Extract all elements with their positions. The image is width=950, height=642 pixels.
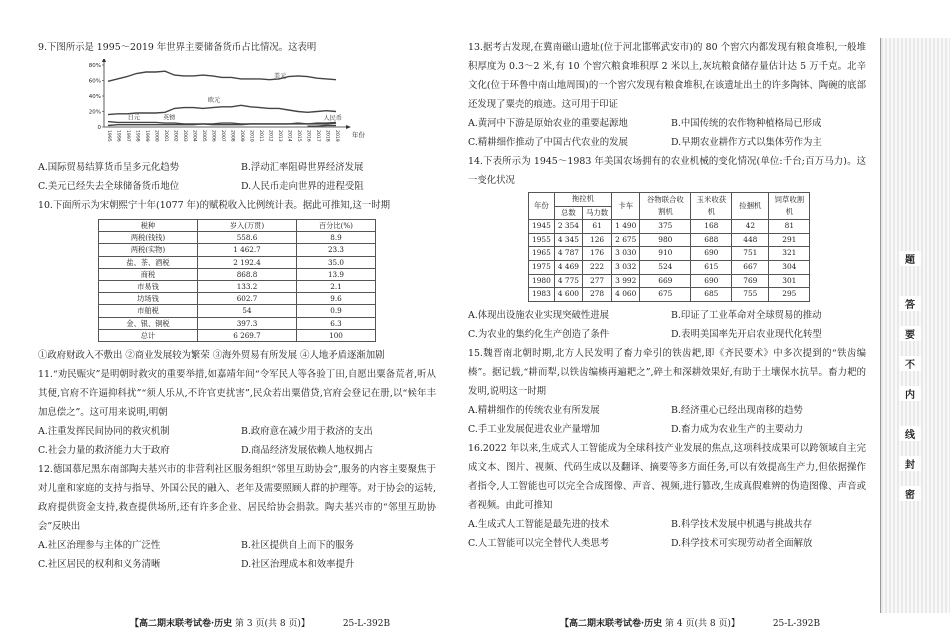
- q9-option-d[interactable]: D.人民币走向世界的进程受阻: [241, 181, 364, 192]
- series-line: [308, 126, 337, 127]
- q14-header-total: 总数: [554, 206, 582, 220]
- q10-header-tax: 税种: [99, 220, 198, 232]
- cell: 2 192.4: [198, 256, 297, 268]
- cell: 3 030: [612, 247, 640, 261]
- cell: 4 469: [554, 260, 582, 274]
- x-tick-label: 2004: [191, 130, 197, 142]
- cell: 304: [769, 260, 810, 274]
- q14-stem: 14.下表所示为 1945～1983 年美国农场拥有的农业机械的变化情况(单位:千台;百万马力)。这一变化状况: [468, 156, 866, 186]
- cell: 321: [769, 247, 810, 261]
- q9-chart-svg: [78, 59, 378, 154]
- cell: 坊场钱: [99, 293, 198, 305]
- cell: 1980: [529, 274, 555, 288]
- x-tick-label: 2016: [305, 130, 311, 142]
- cell: 13.9: [297, 268, 376, 280]
- table-row: [99, 268, 376, 280]
- q9-option-c[interactable]: C.美元已经失去全球储备货币地位: [38, 181, 180, 192]
- x-tick-label: 2005: [201, 130, 206, 142]
- q14-option-c[interactable]: C.为农业的集约化生产创造了条件: [468, 328, 610, 340]
- cell: 总计: [99, 329, 198, 341]
- cell: 769: [732, 274, 769, 288]
- table-row: [529, 260, 810, 274]
- series-line: [108, 105, 336, 114]
- cell: 667: [732, 260, 769, 274]
- cell: 6 269.7: [198, 329, 297, 341]
- table-row: [529, 288, 810, 302]
- q12-option-a[interactable]: A.社区治理参与主体的广泛性: [38, 540, 161, 552]
- cell: 277: [582, 274, 611, 288]
- x-tick-label: 1996: [115, 130, 121, 142]
- q11-options: [38, 422, 436, 460]
- series-label: 日元: [127, 114, 140, 122]
- q11-option-d[interactable]: D.商品经济发展依赖人地权拥占: [241, 445, 374, 457]
- cell: 市舶税: [99, 305, 198, 317]
- q14-header-tractor: 拖拉机: [554, 193, 611, 207]
- table-row: [529, 233, 810, 247]
- x-tick-label: 1997: [125, 130, 130, 142]
- cell: 602.7: [198, 293, 297, 305]
- q12-options: [38, 536, 436, 574]
- cell: 168: [691, 220, 732, 234]
- sidebar-char: 密: [899, 486, 921, 501]
- q14-header-forage: 饲草收割机: [769, 193, 810, 220]
- y-tick-label: 0: [97, 125, 101, 131]
- x-tick-label: 2013: [277, 130, 282, 142]
- table-row: [529, 220, 810, 234]
- table-row: [529, 247, 810, 261]
- sidebar-char: 内: [899, 386, 921, 401]
- q14-header-year: 年份: [529, 193, 555, 220]
- cell: 295: [769, 288, 810, 302]
- q9-chart: [78, 59, 378, 154]
- cell: 868.8: [198, 268, 297, 280]
- cell: 商税: [99, 268, 198, 280]
- q9-options: [38, 158, 436, 196]
- footer-right: [560, 616, 820, 629]
- cell: 669: [640, 274, 691, 288]
- cell: 690: [691, 247, 732, 261]
- cell: 1975: [529, 260, 555, 274]
- q13-option-d[interactable]: D.早期农业耕作方式以集体劳作为主: [671, 137, 822, 148]
- cell: 615: [691, 260, 732, 274]
- y-tick-label: 60%: [88, 78, 101, 85]
- q10-stem: 10.下面所示为宋朝熙宁十年(1077 年)的赋税收入比例统计表。据此可推知,这一时期: [38, 200, 391, 211]
- cell: 301: [769, 274, 810, 288]
- cell: 1 462.7: [198, 244, 297, 256]
- sidebar-char: 不: [899, 356, 921, 371]
- series-label: 人民币: [323, 115, 343, 123]
- table-row: [99, 232, 376, 244]
- table-row: [99, 305, 376, 317]
- q14-options: [468, 306, 866, 344]
- footer-code: 25-L-392B: [772, 619, 821, 629]
- q16-option-d[interactable]: D.科学技术可实现劳动者全面解放: [671, 537, 813, 549]
- left-column: [38, 38, 436, 574]
- q15-stem: 15.魏晋南北朝时期,北方人民发明了畜力牵引的铁齿耙,即《齐民要术》中多次提到的“铁齿编楱”。据记载,“耕而犁,以铁齿编楱再遍耙之”,碎土和深耕效果好,有助于土壤保水抗旱。畜力耙的发明,说明这一时期: [468, 347, 866, 397]
- cell: 685: [691, 288, 732, 302]
- cell: 2 354: [554, 220, 582, 234]
- q15-option-a[interactable]: A.精耕细作的传统农业有所发展: [468, 404, 600, 416]
- cell: 755: [732, 288, 769, 302]
- cell: 1965: [529, 247, 555, 261]
- cell: 盐、茶、酒税: [99, 256, 198, 268]
- x-tick-label: 1999: [144, 130, 149, 142]
- cell: 558.6: [198, 232, 297, 244]
- q14-header-grain: 谷物联合收割机: [640, 193, 691, 220]
- x-tick-label: 2001: [163, 130, 168, 142]
- sidebar-char: 要: [899, 326, 921, 341]
- cell: 2 675: [612, 233, 640, 247]
- x-tick-label: 1995: [106, 130, 111, 142]
- q10-table: [98, 219, 376, 342]
- y-tick-label: 40%: [88, 94, 101, 100]
- footer-code: 25-L-392B: [342, 619, 391, 629]
- table-row: [99, 244, 376, 256]
- table-row: [99, 317, 376, 329]
- table-row: [99, 293, 376, 305]
- q16-stem: 16.2022 年以来,生成式人工智能成为全球科技产业发展的焦点,这项科技成果可以跨领域自主完成文本、图片、视频、代码生成以及翻译、摘要等多方面任务,可以有效提高生产力,但依据操作者指令,人工智能也可以完全合成图像、声音、视频,进行篡改,生成真假难辨的伪造图像、声音或者视频。由此可推知: [468, 442, 866, 511]
- cell: 81: [769, 220, 810, 234]
- cell: 675: [640, 288, 691, 302]
- q15-option-c[interactable]: C.手工业发展促进农业产量增加: [468, 423, 600, 435]
- x-tick-label: 2003: [182, 130, 187, 142]
- series-label: 英镑: [163, 114, 176, 122]
- table-row: [99, 256, 376, 268]
- cell: 61: [582, 220, 611, 234]
- q14-header-baler: 捡捆机: [732, 193, 769, 220]
- cell: 751: [732, 247, 769, 261]
- right-column: [468, 38, 866, 553]
- footer-left: [130, 616, 390, 629]
- q12-stem: 12.德国慕尼黑东南部陶夫基兴市的非营利社区服务组织“邻里互助协会”,服务的内容主要聚焦于对儿童和家庭的支持与指导、外国公民的融入、老年及需要照顾人群的护理等。对于协会的运转,政府提供资金支持,救查提供场所,还有许多企业、居民给协会捐款。陶夫基兴市的“邻里互助协会”反映出: [38, 464, 436, 533]
- q16-option-a[interactable]: A.生成式人工智能是最先进的技术: [468, 518, 610, 530]
- x-tick-label: 2018: [324, 130, 330, 142]
- sidebar-char: 题: [899, 251, 921, 266]
- q15-options: [468, 401, 866, 439]
- x-tick-label: 2008: [229, 130, 235, 142]
- cell: 690: [691, 274, 732, 288]
- x-tick-label: 2006: [210, 130, 216, 142]
- x-tick-label: 2011: [258, 130, 263, 142]
- cell: 524: [640, 260, 691, 274]
- x-tick-label: 2002: [172, 130, 178, 142]
- cell: 222: [582, 260, 611, 274]
- cell: 291: [769, 233, 810, 247]
- cell: 6.3: [297, 317, 376, 329]
- q15-option-b[interactable]: B.经济重心已经出现南移的趋势: [671, 404, 803, 416]
- q13-options: [468, 114, 866, 152]
- cell: 126: [582, 233, 611, 247]
- series-line: [108, 71, 336, 81]
- cell: 100: [297, 329, 376, 341]
- q13-option-b[interactable]: B.中国传统的农作物种植格局已形成: [671, 118, 822, 129]
- y-tick-label: 20%: [88, 109, 101, 116]
- cell: 35.0: [297, 256, 376, 268]
- cell: 1955: [529, 233, 555, 247]
- cell: 375: [640, 220, 691, 234]
- footer-title: 【高二期末联考试卷·历史: [560, 619, 663, 629]
- cell: 4 060: [612, 288, 640, 302]
- cell: 1 490: [612, 220, 640, 234]
- cell: 市易钱: [99, 281, 198, 293]
- cell: 1945: [529, 220, 555, 234]
- cell: 448: [732, 233, 769, 247]
- q14-table: [528, 192, 810, 302]
- y-tick-label: 80%: [88, 63, 101, 69]
- cell: 910: [640, 247, 691, 261]
- q12-option-d[interactable]: D.社区治理成本和效率提升: [241, 559, 355, 571]
- x-tick-label: 2000: [153, 130, 159, 142]
- q16-option-b[interactable]: B.科学技术发展中机遇与挑战共存: [671, 518, 813, 530]
- cell: 278: [582, 288, 611, 302]
- footer-page: 第 4 页(共 8 页)】: [665, 619, 740, 629]
- cell: 397.3: [198, 317, 297, 329]
- q16-option-c[interactable]: C.人工智能可以完全替代人类思考: [468, 537, 610, 549]
- x-axis-arrow: [346, 125, 351, 129]
- series-label: 欧元: [207, 97, 221, 105]
- q12-option-b[interactable]: B.社区提供自上而下的服务: [241, 540, 354, 552]
- cell: 176: [582, 247, 611, 261]
- sidebar-char: 答: [899, 296, 921, 311]
- cell: 133.2: [198, 281, 297, 293]
- cell: 688: [691, 233, 732, 247]
- x-tick-label: 2015: [296, 130, 301, 142]
- q10-header-revenue: 岁入(万贯): [198, 220, 297, 232]
- cell: 23.3: [297, 244, 376, 256]
- q10-header-percent: 百分比(%): [297, 220, 376, 232]
- q11-option-c[interactable]: C.社会力量的救济能力大于政府: [38, 445, 170, 457]
- q9-option-a[interactable]: A.国际贸易结算货币呈多元化趋势: [38, 162, 180, 173]
- q16-options: [468, 515, 866, 553]
- q14-option-a[interactable]: A.体现出设施农业实现突破性进展: [468, 309, 610, 321]
- q9-stem: 9.下图所示是 1995～2019 年世界主要储备货币占比情况。这表明: [38, 42, 317, 53]
- x-tick-label: 2012: [267, 130, 273, 142]
- binding-margin: [880, 38, 950, 613]
- q13-stem: 13.据考古发现,在冀南磁山遗址(位于河北邯郸武安市)的 80 个窖穴内都发现有粮食堆积,一般堆积厚度为 0.3～2 米,有 10 个窖穴粮食堆积厚 2 米以上,灰坑粮食储存量估计达 5 万千克。北辛文化(位于环鲁中南山地周围)的一个窖穴发现有粮食堆积,在该遗址出土的许多陶钵、陶碗的底部还发现了粟壳的痕迹。这可用于印证: [468, 42, 866, 110]
- x-tick-label: 2010: [248, 130, 254, 142]
- table-row: [529, 274, 810, 288]
- x-tick-label: 2009: [239, 130, 244, 142]
- x-tick-label: 2014: [286, 130, 292, 142]
- x-tick-label: 1998: [134, 130, 140, 142]
- table-row: [99, 281, 376, 293]
- q10-statements: ①政府财政入不敷出 ②商业发展较为繁荣 ③海外贸易有所发展 ④人地矛盾逐渐加剧: [38, 350, 385, 362]
- q14-header-truck: 卡车: [612, 193, 640, 220]
- q11-option-a[interactable]: A.注重发挥民间协同的救灾机制: [38, 426, 170, 438]
- x-tick-label: 2019: [334, 130, 339, 142]
- cell: 9.6: [297, 293, 376, 305]
- q11-stem: 11.“劝民赈灾”是明朝时救灾的重要举措,如嘉靖年间“令军民人等各验丁田,自愿出粟备荒者,听从其便,官府不许逼抑科扰”“须人乐从,不许官吏扰害”,民众若出粟借贷,官府会登记在册,以“候年丰加息偿之”。这可用来说明,明朝: [38, 369, 436, 419]
- q9-option-b[interactable]: B.浮动汇率阻碍世界经济发展: [241, 162, 364, 173]
- q14-option-d[interactable]: D.表明美国率先开启农业现代化转型: [671, 328, 822, 340]
- y-axis-arrow: [102, 59, 106, 62]
- cell: 8.9: [297, 232, 376, 244]
- cell: 3 992: [612, 274, 640, 288]
- cell: 两税(钱钱): [99, 232, 198, 244]
- cell: 4 787: [554, 247, 582, 261]
- cell: 金、银、铜税: [99, 317, 198, 329]
- sidebar-char: 封: [899, 456, 921, 471]
- cell: 0.9: [297, 305, 376, 317]
- cell: 4 345: [554, 233, 582, 247]
- x-tick-label: 2007: [220, 130, 225, 142]
- q12-option-c[interactable]: C.社区居民的权利和义务清晰: [38, 559, 161, 571]
- footer-page: 第 3 页(共 8 页)】: [235, 619, 310, 629]
- q13-option-a[interactable]: A.黄河中下游是原始农业的重要起源地: [468, 118, 628, 129]
- q11-option-b[interactable]: B.政府意在减少用于救济的支出: [241, 426, 373, 438]
- cell: 两税(实物): [99, 244, 198, 256]
- x-axis-label: 年份: [352, 131, 365, 139]
- cell: 4 600: [554, 288, 582, 302]
- table-row: [99, 329, 376, 341]
- q15-option-d[interactable]: D.畜力成为农业生产的主要动力: [671, 423, 804, 435]
- q14-header-corn: 玉米收获机: [691, 193, 732, 220]
- series-label: 美元: [273, 73, 287, 81]
- x-tick-label: 2017: [315, 130, 320, 142]
- q13-option-c[interactable]: C.精耕细作推动了中国古代农业的发展: [468, 137, 628, 148]
- cell: 54: [198, 305, 297, 317]
- sidebar-char: 线: [899, 426, 921, 441]
- cell: 3 032: [612, 260, 640, 274]
- cell: 1983: [529, 288, 555, 302]
- footer-title: 【高二期末联考试卷·历史: [130, 619, 233, 629]
- cell: 980: [640, 233, 691, 247]
- cell: 2.1: [297, 281, 376, 293]
- q14-header-hp: 马力数: [582, 206, 611, 220]
- cell: 42: [732, 220, 769, 234]
- q14-option-b[interactable]: B.印证了工业革命对全球贸易的推动: [671, 309, 822, 321]
- cell: 4 775: [554, 274, 582, 288]
